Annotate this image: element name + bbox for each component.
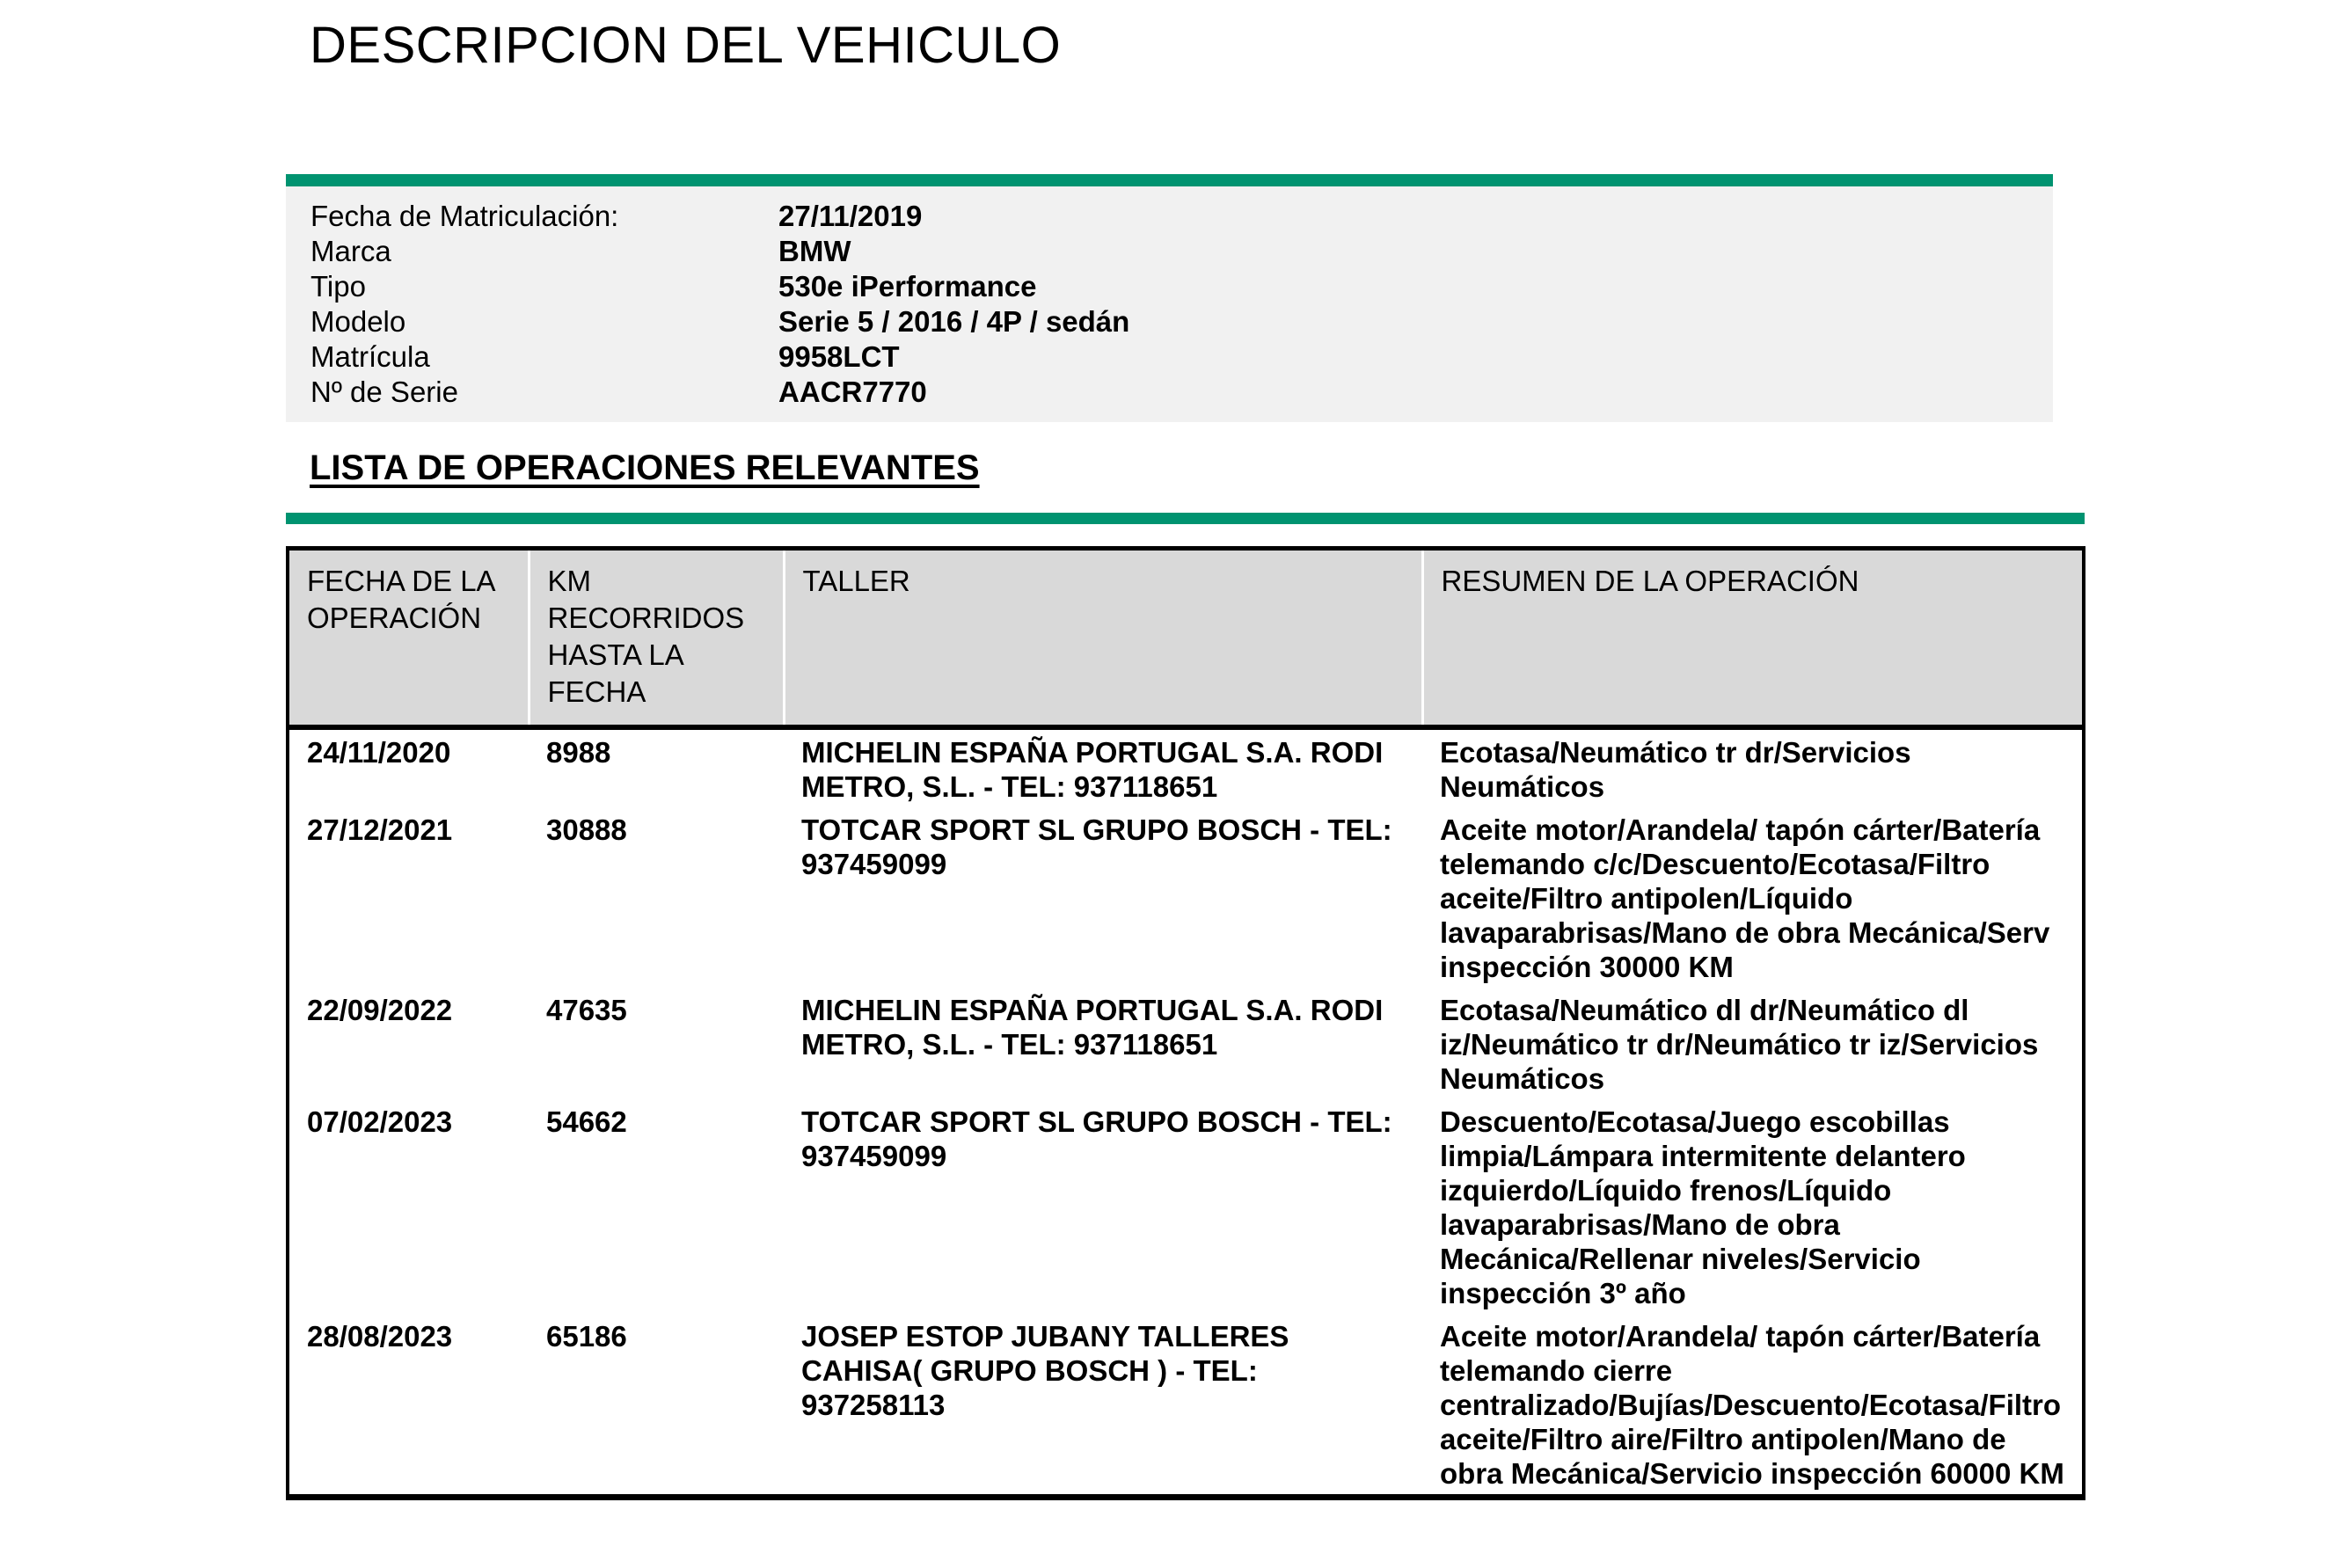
cell-resumen: Ecotasa/Neumático tr dr/Servicios Neumáticos (1440, 736, 1911, 803)
info-label: Fecha de Matriculación: (310, 200, 619, 232)
info-value: 27/11/2019 (778, 200, 923, 232)
cell-km: 47635 (546, 994, 627, 1026)
info-label: Marca (310, 235, 391, 267)
info-value: Serie 5 / 2016 / 4P / sedán (778, 305, 1130, 338)
info-row-numero-serie (286, 375, 2053, 410)
cell-km: 30888 (546, 813, 627, 846)
cell-fecha: 27/12/2021 (307, 813, 453, 846)
cell-fecha: 28/08/2023 (307, 1320, 453, 1353)
cell-resumen: Aceite motor/Arandela/ tapón cárter/Batería telemando c/c/Descuento/Ecotasa/Filtro aceite/Filtro antipolen/Líquido lavaparabrisas/Mano de obra Mecánica/Serv inspección 30000 KM (1440, 813, 2050, 983)
cell-resumen: Aceite motor/Arandela/ tapón cárter/Batería telemando cierre centralizado/Bujías/Descuento/Ecotasa/Filtro aceite/Filtro aire/Filtro antipolen/Mano de obra Mecánica/Servicio inspección 60000 KM (1440, 1320, 2064, 1490)
cell-taller: TOTCAR SPORT SL GRUPO BOSCH - TEL: 937459099 (801, 813, 1392, 880)
table-row (289, 727, 2082, 807)
info-label: Nº de Serie (310, 376, 458, 408)
cell-taller: MICHELIN ESPAÑA PORTUGAL S.A. RODI METRO, S.L. - TEL: 937118651 (801, 736, 1384, 803)
cell-taller: JOSEP ESTOP JUBANY TALLERES CAHISA( GRUPO BOSCH ) - TEL: 937258113 (801, 1320, 1289, 1421)
cell-fecha: 07/02/2023 (307, 1105, 453, 1138)
cell-taller: TOTCAR SPORT SL GRUPO BOSCH - TEL: 937459099 (801, 1105, 1392, 1172)
section-heading-operaciones: LISTA DE OPERACIONES RELEVANTES (310, 449, 980, 487)
column-header-taller: TALLER (784, 551, 1422, 727)
column-header-resumen: RESUMEN DE LA OPERACIÓN (1422, 551, 2082, 727)
info-row-fecha-matriculacion (286, 199, 2053, 234)
cell-resumen: Descuento/Ecotasa/Juego escobillas limpia/Lámpara intermitente delantero izquierdo/Líquido frenos/Líquido lavaparabrisas/Mano de obra Mecánica/Rellenar niveles/Servicio inspección 3º año (1440, 1105, 1966, 1309)
info-row-marca (286, 234, 2053, 269)
column-header-km: KM RECORRIDOS HASTA LA FECHA (529, 551, 784, 727)
info-row-tipo (286, 269, 2053, 304)
info-value: 530e iPerformance (778, 270, 1037, 303)
cell-fecha: 24/11/2020 (307, 736, 451, 769)
page-title: DESCRIPCION DEL VEHICULO (310, 17, 1062, 74)
info-label: Tipo (310, 270, 366, 303)
table-header-row (289, 551, 2082, 727)
table-row (289, 1314, 2082, 1494)
operations-table (289, 551, 2082, 1494)
vehicle-info-block (286, 174, 2053, 422)
table-row (289, 1099, 2082, 1314)
column-header-fecha: FECHA DE LA OPERACIÓN (289, 551, 529, 727)
info-row-modelo (286, 304, 2053, 339)
info-label: Matrícula (310, 340, 430, 373)
info-value: AACR7770 (778, 376, 927, 408)
cell-km: 8988 (546, 736, 611, 769)
cell-km: 65186 (546, 1320, 627, 1353)
cell-resumen: Ecotasa/Neumático dl dr/Neumático dl iz/Neumático tr dr/Neumático tr iz/Servicios Neumáticos (1440, 994, 2039, 1095)
info-row-matricula (286, 339, 2053, 375)
green-rule-table (286, 513, 2085, 524)
cell-km: 54662 (546, 1105, 627, 1138)
info-value: BMW (778, 235, 851, 267)
green-rule-top (286, 174, 2053, 186)
table-row (289, 988, 2082, 1099)
vehicle-info-rows (286, 186, 2053, 422)
table-row (289, 807, 2082, 988)
info-label: Modelo (310, 305, 406, 338)
cell-taller: MICHELIN ESPAÑA PORTUGAL S.A. RODI METRO, S.L. - TEL: 937118651 (801, 994, 1384, 1061)
operations-table-wrapper (286, 546, 2085, 1500)
cell-fecha: 22/09/2022 (307, 994, 453, 1026)
info-value: 9958LCT (778, 340, 900, 373)
